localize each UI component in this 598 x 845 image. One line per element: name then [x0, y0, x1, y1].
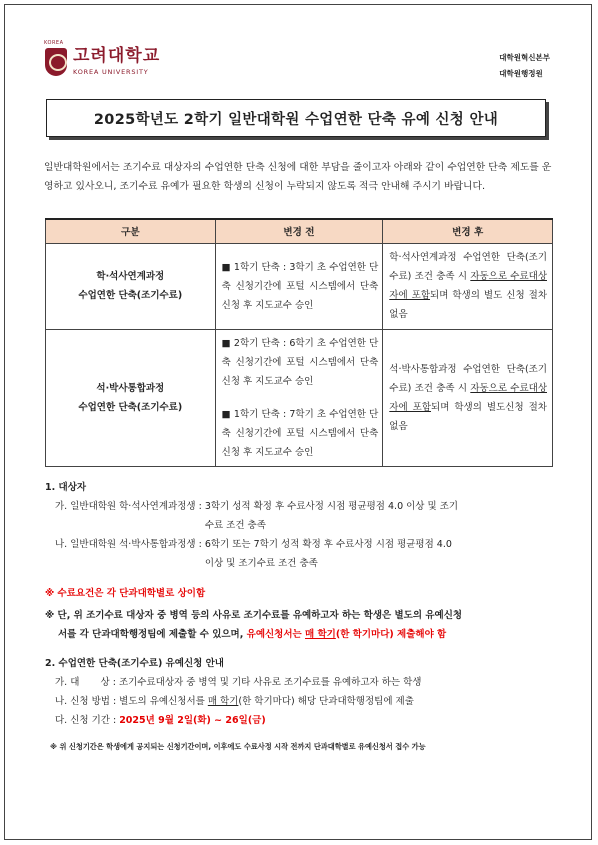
row-before: ■ 1학기 단축 : 3학기 초 수업연한 단축 신청기간에 포털 시스템에서 단축 신청 후 지도교수 승인: [215, 243, 383, 329]
row-before: ■ 2학기 단축 : 6학기 초 수업연한 단축 신청기간에 포털 시스템에서 단축 신청 후 지도교수 승인 ■ 1학기 단축 : 7학기 초 수업연한 단축 신청기간에 포털 시스템에서 단축 신청 후 지도교수 승인: [215, 329, 383, 466]
row-after: 학·석사연계과정 수업연한 단축(조기수료) 조건 충족 시 자동으로 수료대상자에 포함되며 학생의 별도 신청 절차 없음: [383, 243, 553, 329]
section-targets: [45, 478, 557, 573]
row-category: 석·박사통합과정 수업연한 단축(조기수료): [46, 329, 216, 466]
section-heading: 1. 대상자: [45, 482, 87, 493]
table-row: [46, 329, 553, 466]
row-after: 석·박사통합과정 수업연한 단축(조기수료) 조건 충족 시 자동으로 수료대상자에 포함되며 학생의 별도신청 절차 없음: [383, 329, 553, 466]
comparison-table: [45, 218, 553, 467]
intro-paragraph: 일반대학원에서는 조기수료 대상자의 수업연한 단축 신청에 대한 부담을 줄이고자 아래와 같이 수업연한 단축 제도를 운영하고 있사오니, 조기수료 유예가 필요한 학생의 신청이 누락되지 않도록 적극 안내해 주시기 바랍니다.: [44, 162, 552, 192]
logo-korean-name: 고려대학교: [73, 46, 161, 66]
document-title: 2025학년도 2학기 일반대학원 수업연한 단축 유예 신청 안내: [46, 99, 546, 137]
header-category: 구분: [46, 219, 216, 243]
list-item: 가. 대 상 : 조기수료대상자 중 병역 및 기타 사유로 조기수료를 유예하고자 하는 학생: [55, 677, 422, 688]
note-deferral-line2: 서를 각 단과대학행정팀에 제출할 수 있으며, 유예신청서는 매 학기(한 학기마다) 제출해야 함: [58, 629, 447, 640]
issuing-office: [499, 50, 550, 82]
org-line-1: 대학원혁신본부: [499, 53, 550, 62]
row-category: 학·석사연계과정 수업연한 단축(조기수료): [46, 243, 216, 329]
footnote: ※ 위 신청기간은 학생에게 공지되는 신청기간이며, 이후에도 수료사정 시작 전까지 단과대학별로 유예신청서 접수 가능: [50, 742, 426, 751]
table-row: [46, 243, 553, 329]
header-after: 변경 후: [383, 219, 553, 243]
table-header-row: [46, 219, 553, 243]
header-before: 변경 전: [215, 219, 383, 243]
note-requirements: ※ 수료요건은 각 단과대학별로 상이함: [45, 588, 206, 599]
university-logo: [44, 40, 161, 76]
list-item: 다. 신청 기간 : 2025년 9월 2일(화) ~ 26일(금): [55, 715, 266, 726]
university-seal-icon: KOREA: [45, 48, 67, 76]
note-deferral-line1: ※ 단, 위 조기수료 대상자 중 병역 등의 사유로 조기수료를 유예하고자 하는 학생은 별도의 유예신청: [45, 610, 463, 621]
section-heading: 2. 수업연한 단축(조기수료) 유예신청 안내: [45, 658, 224, 669]
section-deferral: [45, 654, 565, 730]
logo-english-name: KOREA UNIVERSITY: [73, 68, 149, 76]
list-item: 가. 일반대학원 학·석사연계과정생 : 3학기 성적 확정 후 수료사정 시점 평균평점 4.0 이상 및 조기 수료 조건 충족: [55, 501, 459, 531]
list-item: 나. 신청 방법 : 별도의 유예신청서를 매 학기(한 학기마다) 해당 단과대학행정팀에 제출: [55, 696, 414, 707]
org-line-2: 대학원행정원: [499, 69, 543, 78]
notes-section: [45, 584, 565, 644]
list-item: 나. 일반대학원 석·박사통합과정생 : 6학기 또는 7학기 성적 확정 후 수료사정 시점 평균평점 4.0 이상 및 조기수료 조건 충족: [55, 539, 452, 569]
